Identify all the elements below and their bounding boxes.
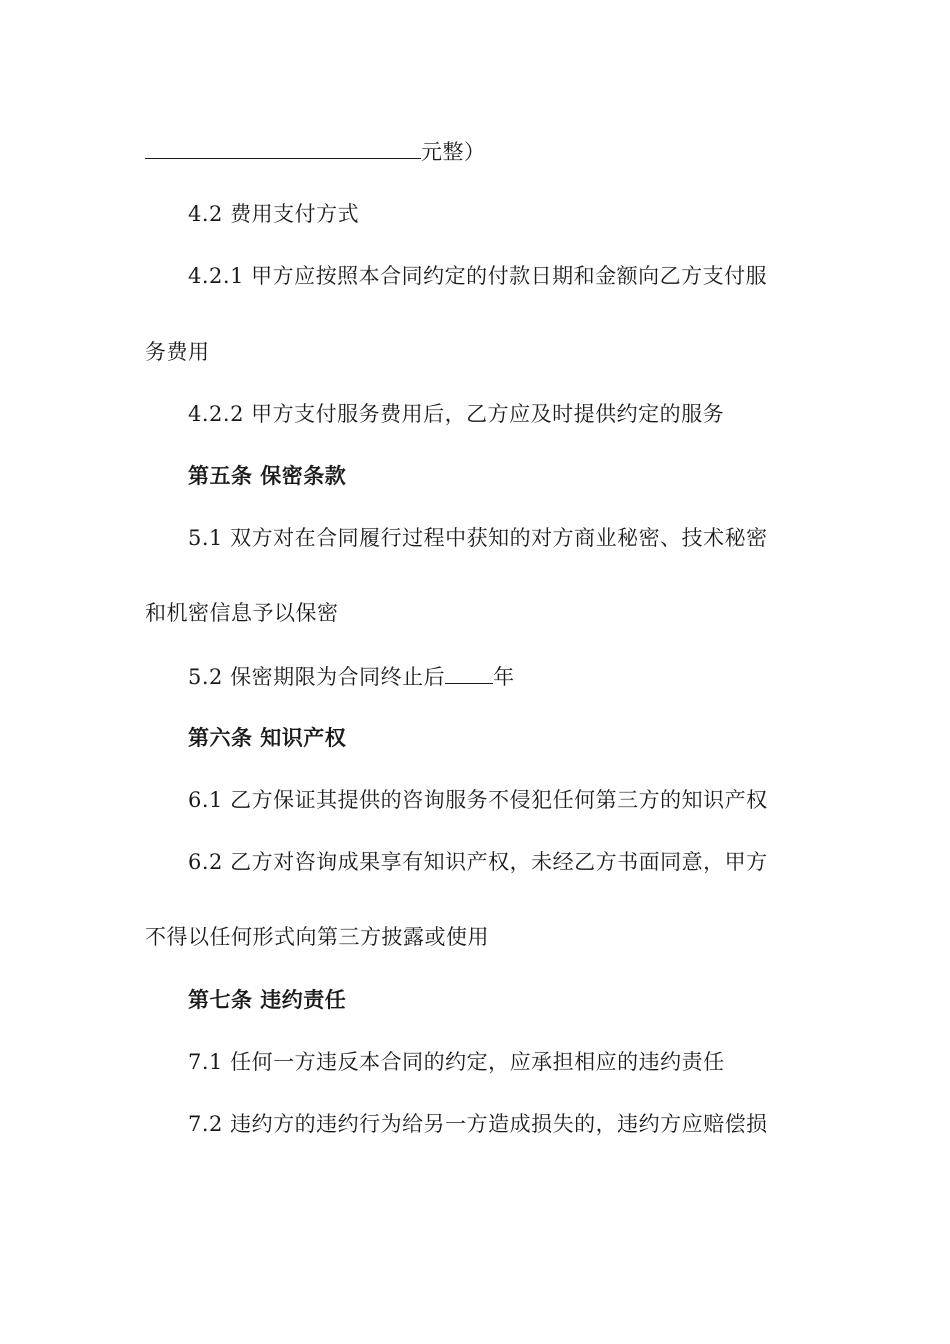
clause-6-1: 6.1 乙方保证其提供的咨询服务不侵犯任何第三方的知识产权 (188, 788, 768, 812)
clause-4-2-2: 4.2.2 甲方支付服务费用后，乙方应及时提供约定的服务 (188, 402, 725, 426)
clause-6-2-cont: 不得以任何形式向第三方披露或使用 (145, 925, 489, 949)
amount-suffix: 元整） (421, 140, 486, 164)
clause-5-1: 5.1 双方对在合同履行过程中获知的对方商业秘密、技术秘密 (188, 526, 768, 550)
clause-5-1-cont: 和机密信息予以保密 (145, 601, 339, 625)
amount-blank (145, 136, 421, 159)
clause-5-2-suffix: 年 (493, 665, 515, 689)
clause-5-2 (188, 661, 515, 692)
years-blank (445, 661, 493, 684)
clause-7-2: 7.2 违约方的违约行为给另一方造成损失的，违约方应赔偿损 (188, 1112, 768, 1136)
clause-5-2-prefix: 5.2 保密期限为合同终止后 (188, 665, 446, 689)
article-6-heading: 第六条 知识产权 (188, 725, 347, 750)
clause-7-1: 7.1 任何一方违反本合同的约定，应承担相应的违约责任 (188, 1050, 725, 1074)
clause-4-2-1-cont: 务费用 (145, 340, 210, 364)
clause-4-2: 4.2 费用支付方式 (188, 202, 360, 226)
article-7-heading: 第七条 违约责任 (188, 987, 347, 1012)
amount-line (145, 136, 486, 167)
clause-4-2-1: 4.2.1 甲方应按照本合同约定的付款日期和金额向乙方支付服 (188, 264, 768, 288)
clause-6-2: 6.2 乙方对咨询成果享有知识产权，未经乙方书面同意，甲方 (188, 850, 768, 874)
article-5-heading: 第五条 保密条款 (188, 463, 347, 488)
